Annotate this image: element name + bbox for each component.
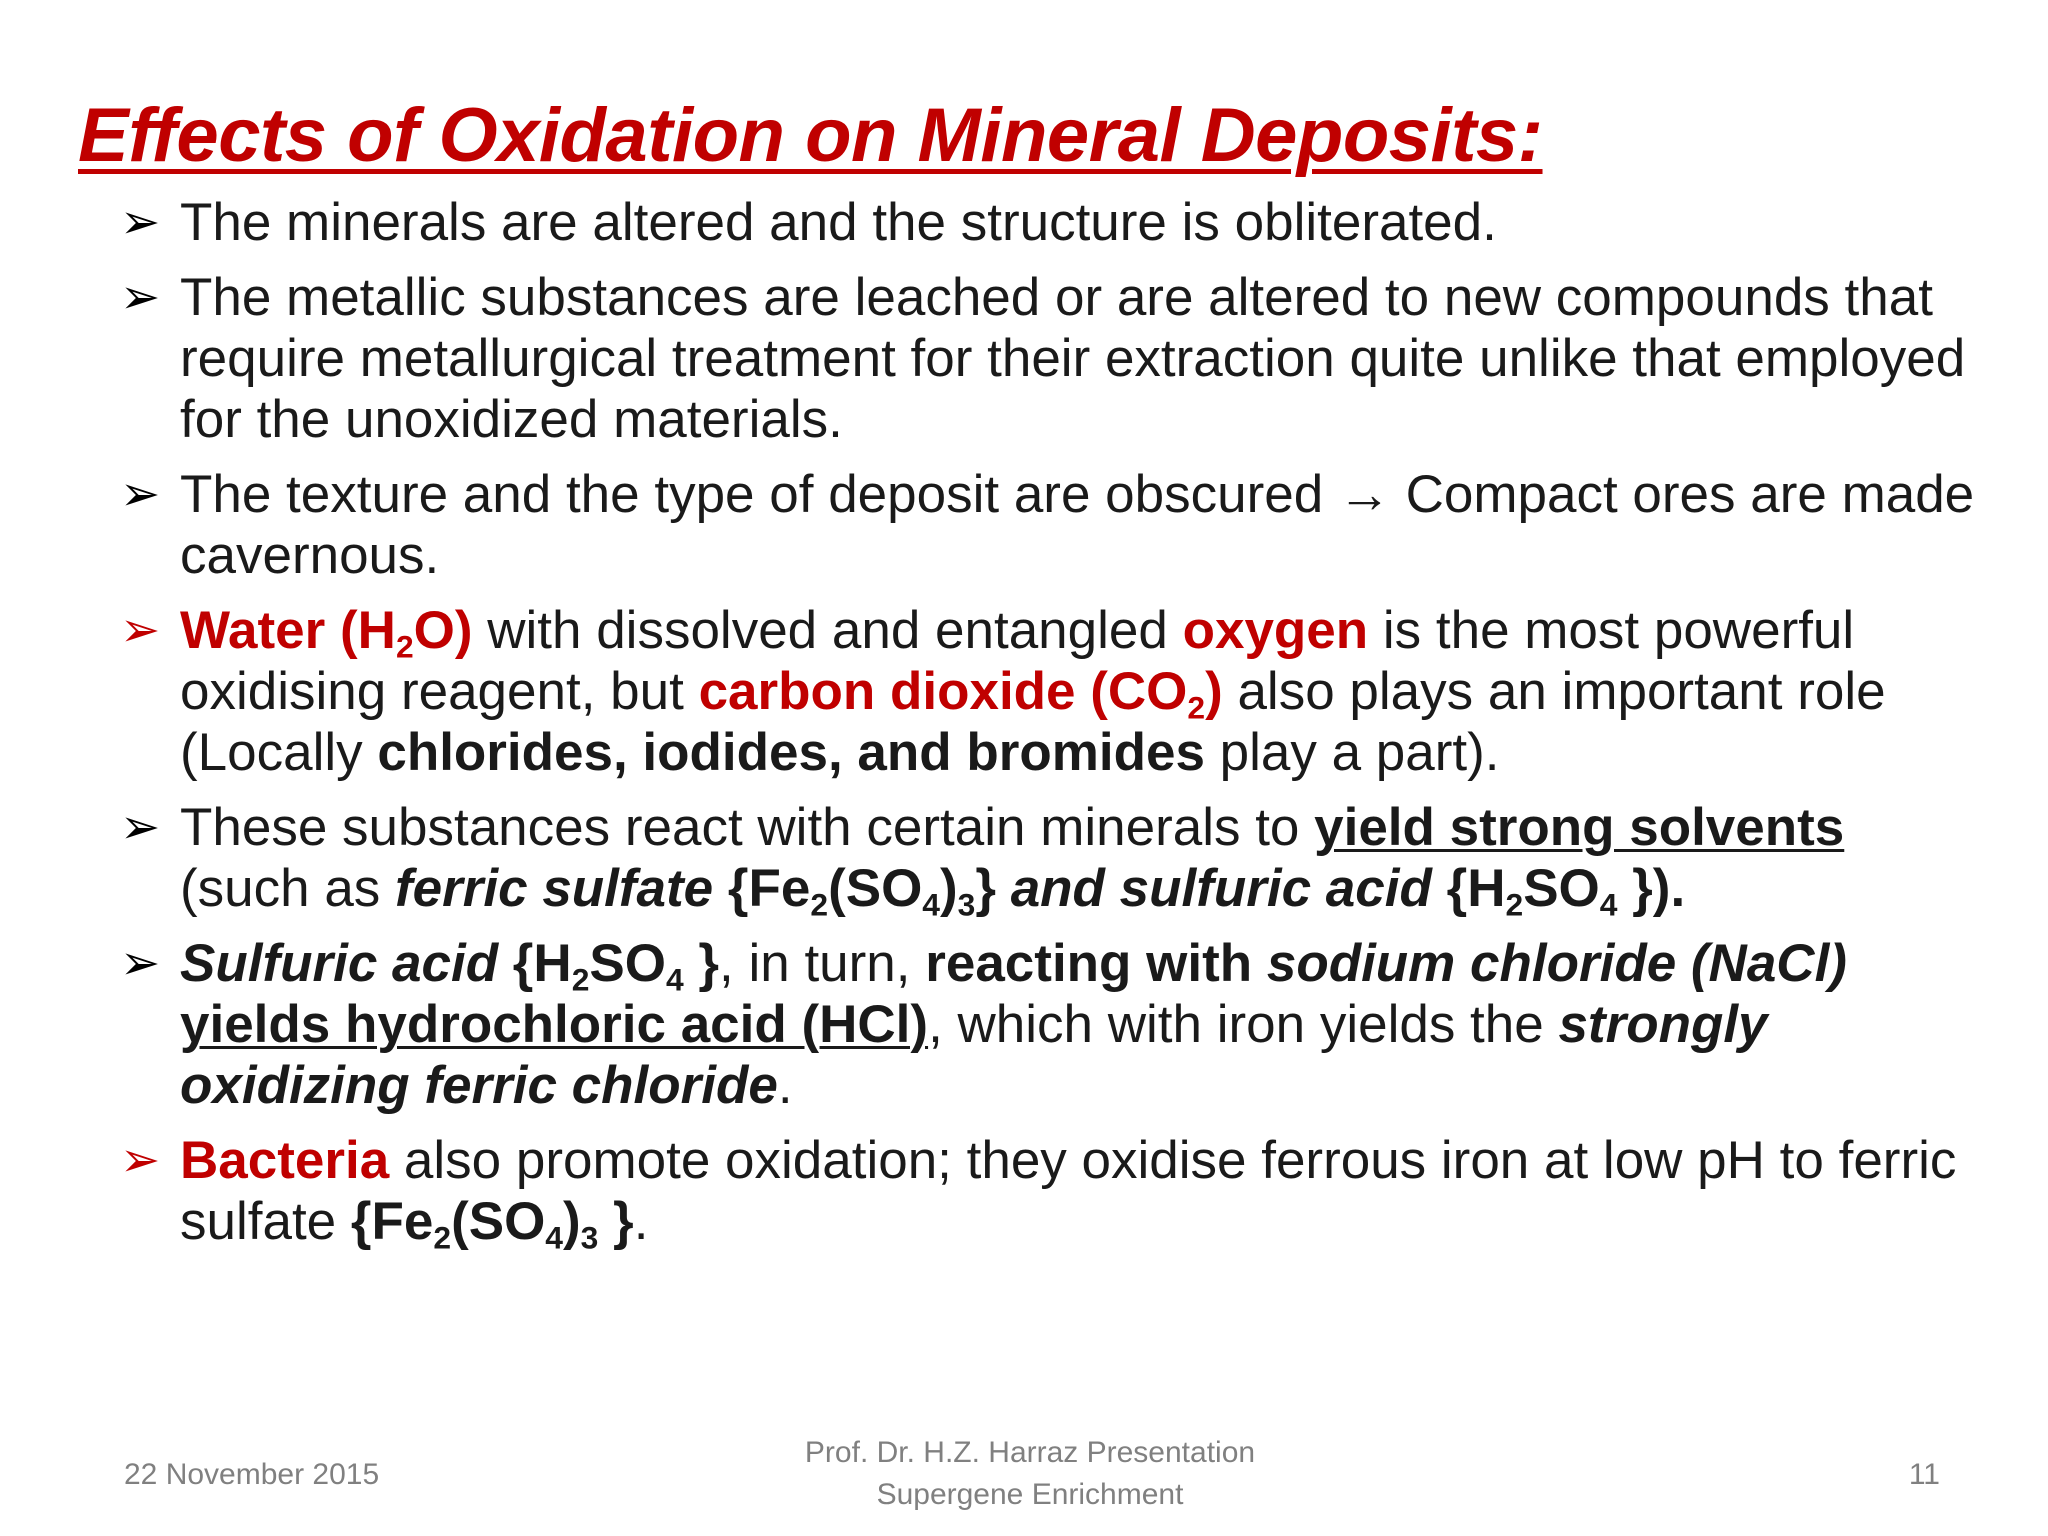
arrow-bullet-icon: ➢ [120, 801, 161, 854]
bullet-text: The texture and the type of deposit are obscured → Compact ores are made cavernous. [180, 465, 1975, 585]
bullet-item [120, 933, 2000, 1116]
sulfuric-acid-term: and sulfuric acid [995, 859, 1432, 918]
reacting-term: reacting with [925, 934, 1267, 993]
bullet-text: is the most powerful oxidising reagent, but [180, 601, 1855, 721]
bullet-text: The metallic substances are leached or are altered to new compounds that require metallurgical treatment for their extraction quite unlike that employed for the unoxidized materials. [180, 268, 1966, 449]
ferric-chloride-term: strongly oxidizing ferric chloride [180, 995, 1768, 1115]
page-number: 11 [1908, 1458, 1940, 1491]
bullet-text: also promote oxidation; they oxidise ferrous iron at low pH to ferric sulfate [180, 1131, 1957, 1251]
oxygen-term: oxygen [1182, 601, 1369, 660]
footer-date: 22 November 2015 [124, 1458, 380, 1491]
bullet-text: (such as [180, 859, 396, 918]
bacteria-term: Bacteria [180, 1131, 390, 1190]
bullet-item [120, 192, 2000, 253]
bullet-item [120, 464, 2000, 586]
halides-term: chlorides, iodides, and bromides [377, 723, 1205, 782]
sulfuric-acid-formula: {$H_2SO_4$ }). [1431, 859, 1686, 923]
bullet-text: also plays an important role (Locally [180, 662, 1886, 782]
sodium-chloride-term: sodium chloride (NaCl) [1266, 934, 1847, 993]
bullet-text: play a part). [1204, 723, 1500, 782]
bullet-item [120, 797, 2000, 923]
slide-title: Effects of Oxidation on Mineral Deposits: [78, 93, 1543, 178]
bullet-item [120, 1130, 2000, 1256]
bullet-text: The minerals are altered and the structure is obliterated. [180, 193, 1497, 252]
arrow-bullet-icon: ➢ [120, 937, 161, 990]
footer-topic-line: Supergene Enrichment [876, 1478, 1184, 1511]
ferric-sulfate-formula: {$Fe_2(SO_4)_3$ } [350, 1192, 634, 1256]
bullet-item [120, 267, 2000, 450]
bullet-text: with dissolved and entangled [472, 601, 1183, 660]
bullet-item [120, 600, 2000, 783]
bullet-text: , which with iron yields the [928, 995, 1559, 1054]
bullet-text: , in turn, [719, 934, 926, 993]
arrow-bullet-icon: ➢ [120, 468, 161, 521]
bullet-text: . [777, 1056, 793, 1115]
sulfuric-acid-term: Sulfuric acid [180, 934, 499, 993]
arrow-bullet-icon: ➢ [120, 604, 161, 657]
footer-presenter-line: Prof. Dr. H.Z. Harraz Presentation [804, 1436, 1256, 1469]
arrow-bullet-icon: ➢ [120, 196, 161, 249]
hydrochloric-acid-term: yields hydrochloric acid (HCl) [180, 995, 929, 1054]
water-term: Water $(H_2O)$ [180, 601, 473, 665]
bullet-text: . [633, 1192, 649, 1251]
bullet-list [120, 192, 2000, 1266]
arrow-bullet-icon: ➢ [120, 1134, 161, 1187]
carbon-dioxide-term: carbon dioxide $(CO_2)$ [698, 662, 1223, 726]
bullet-text: These substances react with certain minerals to [180, 798, 1315, 857]
arrow-bullet-icon: ➢ [120, 271, 161, 324]
footer-presenter [730, 1432, 1330, 1516]
sulfuric-acid-formula: {$H_2SO_4$ } [498, 934, 720, 998]
ferric-sulfate-term: ferric sulfate [395, 859, 714, 918]
solvents-term: yield strong solvents [1314, 798, 1845, 857]
ferric-sulfate-formula: $\{Fe_2(SO_4)_3\}$ [713, 859, 996, 923]
